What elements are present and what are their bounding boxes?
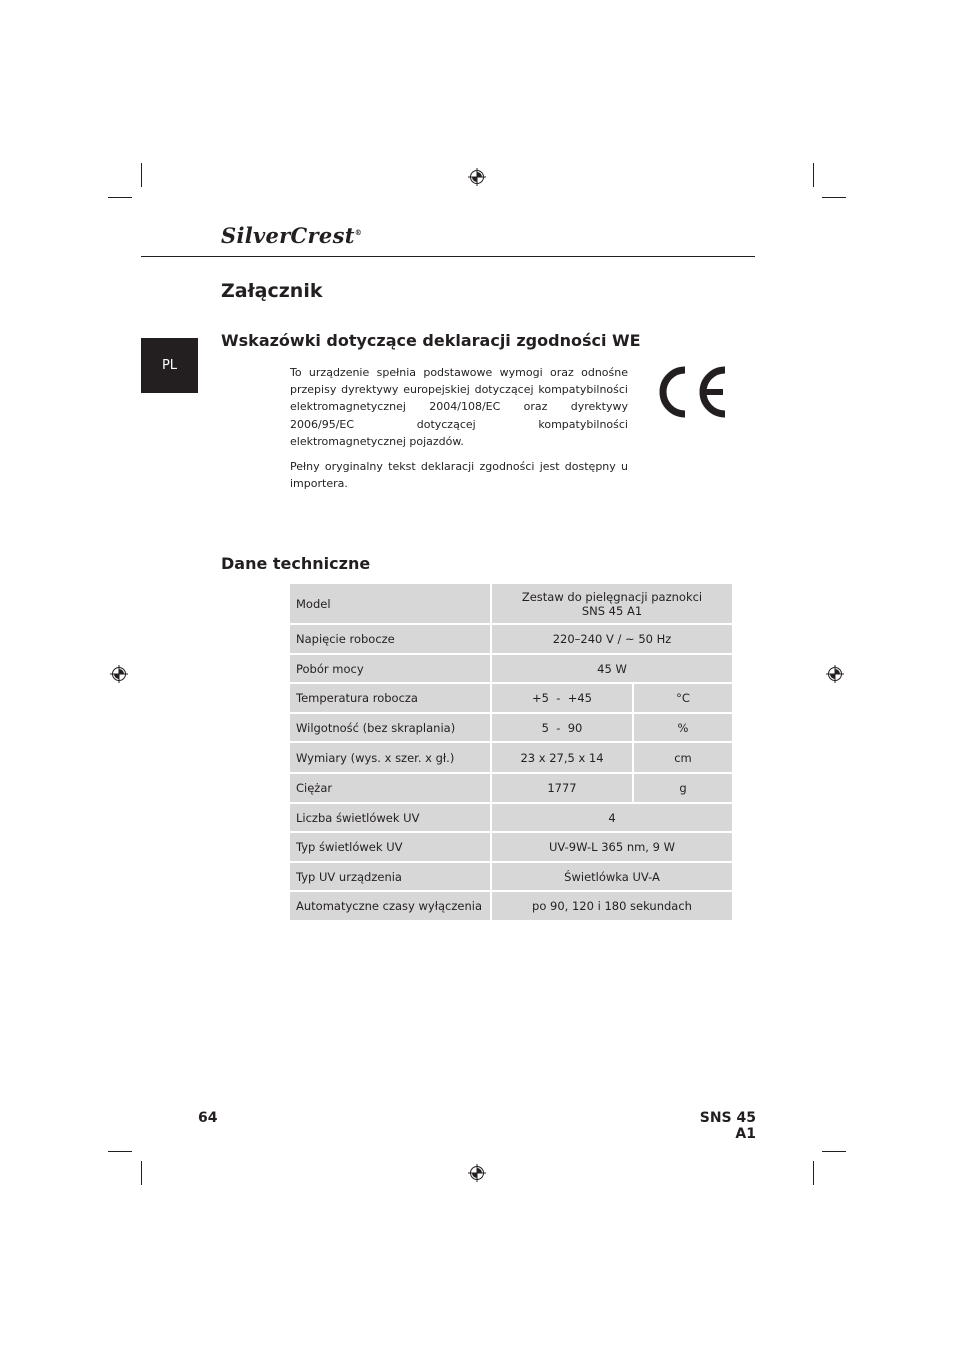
table-row: [290, 804, 732, 833]
table-row: [290, 833, 732, 863]
spec-value: 1777: [492, 774, 634, 804]
spec-value-line: SNS 45 A1: [581, 603, 643, 618]
spec-value: 23 x 27,5 x 14: [492, 743, 634, 774]
page-number: 64: [198, 1110, 218, 1126]
spec-label: Napięcie robocze: [290, 625, 492, 655]
crop-mark: [813, 163, 814, 187]
footer-model: SNS 45 A1: [699, 1110, 756, 1142]
declaration-heading: Wskazówki dotyczące deklaracji zgodności WE: [221, 331, 641, 350]
spec-label: Pobór mocy: [290, 655, 492, 684]
spec-value: 5 - 90: [492, 714, 634, 743]
spec-label: Liczba świetlówek UV: [290, 804, 492, 833]
spec-unit: g: [634, 774, 732, 804]
crop-mark: [108, 1151, 132, 1152]
crop-mark: [822, 1151, 846, 1152]
header-rule: [141, 256, 755, 257]
spec-value-line: Zestaw do pielęgnacji paznokci: [521, 589, 703, 604]
technical-data-table: [290, 584, 732, 922]
spec-label: Ciężar: [290, 774, 492, 804]
table-row: [290, 584, 732, 625]
crop-mark: [813, 1161, 814, 1185]
spec-label: Wymiary (wys. x szer. x gł.): [290, 743, 492, 774]
spec-label: Wilgotność (bez skraplania): [290, 714, 492, 743]
table-row: [290, 774, 732, 804]
spec-value: Świetlówka UV-A: [492, 863, 732, 892]
registration-mark-icon: [468, 1164, 486, 1182]
spec-label: Typ UV urządzenia: [290, 863, 492, 892]
registration-mark-icon: [826, 665, 844, 683]
table-row: [290, 655, 732, 684]
page-title: Załącznik: [221, 280, 323, 302]
brand-logo: [221, 223, 362, 248]
table-row: [290, 684, 732, 714]
spec-value: 220–240 V / ~ 50 Hz: [492, 625, 732, 655]
brand-logo-text: SilverCrest: [221, 223, 355, 248]
registration-mark-icon: [468, 168, 486, 186]
spec-value: UV-9W-L 365 nm, 9 W: [492, 833, 732, 863]
spec-value: po 90, 120 i 180 sekundach: [492, 892, 732, 922]
spec-unit: °C: [634, 684, 732, 714]
spec-value: [492, 584, 732, 625]
table-row: [290, 892, 732, 922]
crop-mark: [108, 197, 132, 198]
spec-unit: %: [634, 714, 732, 743]
spec-label: Typ świetlówek UV: [290, 833, 492, 863]
spec-unit: cm: [634, 743, 732, 774]
crop-mark: [141, 1161, 142, 1185]
language-tab: PL: [141, 338, 198, 393]
spec-value: 45 W: [492, 655, 732, 684]
crop-mark: [141, 163, 142, 187]
crop-mark: [822, 197, 846, 198]
table-row: [290, 863, 732, 892]
technical-heading: Dane techniczne: [221, 554, 371, 573]
table-row: [290, 625, 732, 655]
declaration-paragraph: To urządzenie spełnia podstawowe wymogi oraz odnośne przepisy dyrektywy europejskiej dotyczącej kompatybilności elektromagnetycznej 2004/108/EC oraz dyrektywy 2006/95/EC dotyczącej kompatybilności elektromagnetycznej pojazdów.: [290, 366, 628, 448]
spec-label: Temperatura robocza: [290, 684, 492, 714]
registered-mark: ®: [354, 228, 363, 237]
spec-label: Model: [290, 584, 492, 625]
spec-value: +5 - +45: [492, 684, 634, 714]
declaration-paragraph: Pełny oryginalny tekst deklaracji zgodności jest dostępny u importera.: [290, 460, 628, 491]
table-row: [290, 714, 732, 743]
ce-mark-icon: [657, 366, 729, 418]
spec-label: Automatyczne czasy wyłączenia: [290, 892, 492, 922]
table-row: [290, 743, 732, 774]
spec-value: 4: [492, 804, 732, 833]
registration-mark-icon: [110, 665, 128, 683]
